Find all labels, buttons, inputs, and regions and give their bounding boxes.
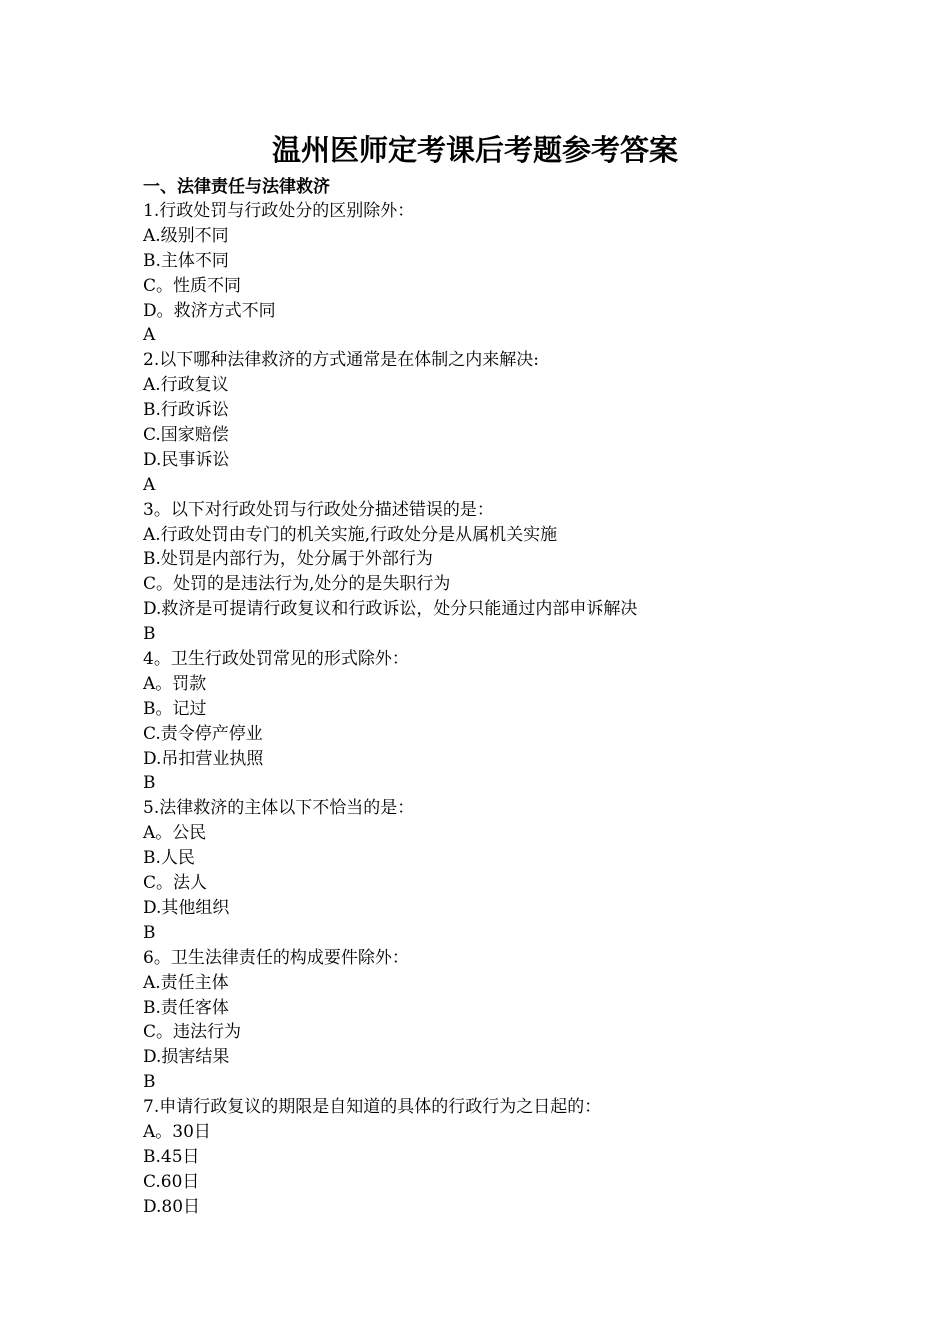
answer-option: A.行政复议: [143, 375, 229, 396]
answer-option: A.责任主体: [143, 972, 229, 993]
answer-option: D.民事诉讼: [143, 449, 230, 470]
correct-answer: B: [143, 922, 156, 943]
answer-option: C。性质不同: [143, 275, 242, 296]
answer-option: C.60日: [143, 1171, 200, 1192]
answer-option: D.损害结果: [143, 1047, 230, 1068]
answer-option: B.主体不同: [143, 250, 229, 271]
answer-option: D.救济是可提请行政复议和行政诉讼，处分只能通过内部申诉解决: [143, 599, 638, 620]
question-text: 6。卫生法律责任的构成要件除外：: [143, 947, 409, 968]
answer-option: B.45日: [143, 1146, 200, 1167]
document-title: 温州医师定考课后考题参考答案: [271, 133, 678, 167]
answer-option: B.人民: [143, 848, 195, 869]
question-text: 1.行政处罚与行政处分的区别除外：: [143, 201, 415, 221]
answer-option: B.处罚是内部行为，处分属于外部行为: [143, 549, 433, 570]
correct-answer: B: [143, 624, 156, 645]
answer-option: A.行政处罚由专门的机关实施,行政处分是从属机关实施: [143, 524, 558, 545]
correct-answer: B: [143, 1072, 156, 1093]
answer-option: B。记过: [143, 698, 207, 719]
answer-option: D.吊扣营业执照: [143, 748, 264, 769]
question-list: [143, 199, 923, 1220]
correct-answer: B: [143, 773, 156, 794]
question-text: 7.申请行政复议的期限是自知道的具体的行政行为之日起的：: [143, 1097, 602, 1118]
section-heading: 一、法律责任与法律救济: [143, 177, 330, 197]
question-text: 5.法律救济的主体以下不恰当的是：: [143, 798, 415, 819]
answer-option: A。30日: [143, 1121, 211, 1142]
answer-option: C.责令停产停业: [143, 723, 263, 744]
answer-option: D。救济方式不同: [143, 300, 276, 321]
answer-option: C.国家赔偿: [143, 425, 229, 446]
question-text: 3。以下对行政处罚与行政处分描述错误的是：: [143, 499, 494, 520]
answer-option: A。罚款: [143, 673, 207, 694]
answer-option: C。法人: [143, 873, 208, 894]
answer-option: B.责任客体: [143, 997, 229, 1018]
answer-option: B.行政诉讼: [143, 400, 229, 421]
answer-option: A.级别不同: [143, 225, 229, 246]
correct-answer: A: [143, 325, 156, 346]
answer-option: A。公民: [143, 823, 207, 844]
correct-answer: A: [143, 474, 156, 495]
question-text: 2.以下哪种法律救济的方式通常是在体制之内来解决:: [143, 350, 539, 371]
question-text: 4。卫生行政处罚常见的形式除外：: [143, 649, 409, 670]
answer-option: D.其他组织: [143, 897, 230, 918]
answer-option: D.80日: [143, 1196, 201, 1217]
answer-option: C。处罚的是违法行为,处分的是失职行为: [143, 574, 451, 595]
answer-option: C。违法行为: [143, 1022, 242, 1043]
